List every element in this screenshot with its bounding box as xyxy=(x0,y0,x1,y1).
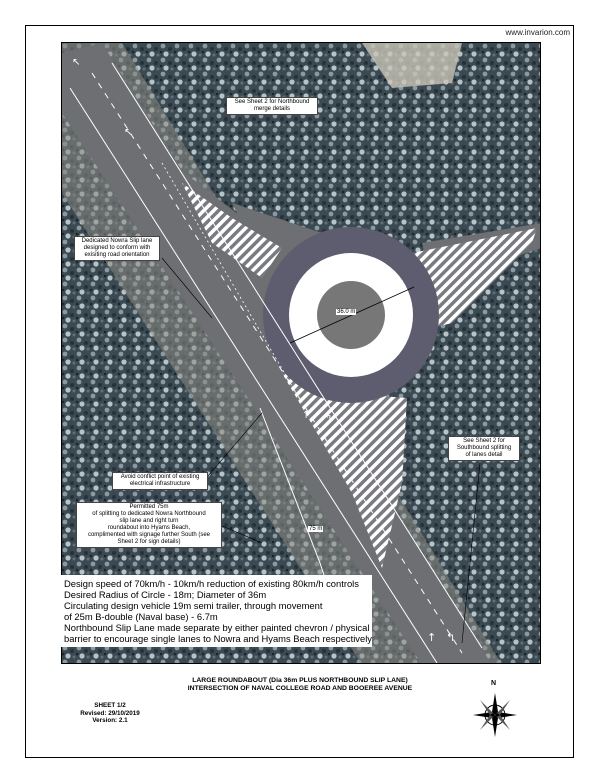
note-line: Southbound splitting xyxy=(456,445,512,451)
sheet-info xyxy=(80,702,140,725)
arrow-icon: ↰ xyxy=(324,413,333,424)
note-northbound-merge xyxy=(226,97,318,115)
aerial-map xyxy=(61,42,541,664)
revision-date: Revised: 29/10/2019 xyxy=(80,709,140,717)
drawing-title xyxy=(140,677,460,693)
diameter-label: 36.0 m xyxy=(337,309,356,315)
note-permitted xyxy=(76,502,222,548)
note-nowra-slip xyxy=(74,236,160,261)
website-url: www.invarion.com xyxy=(505,28,570,37)
north-label: N xyxy=(491,680,497,687)
note-line: designed to conform with xyxy=(83,245,151,251)
north-arrow-icon xyxy=(470,680,520,740)
note-line: slip lane and right turn xyxy=(119,518,179,524)
design-note-line: of 25m B-double (Naval base) - 6.7m xyxy=(64,611,218,622)
design-note-line: Design speed of 70km/h - 10km/h reduction of existing 80km/h controls xyxy=(64,578,359,589)
title-line: INTERSECTION OF NAVAL COLLEGE ROAD AND BOOEREE AVENUE xyxy=(187,685,413,692)
note-line: merge details xyxy=(253,106,291,112)
arrow-icon: ↖ xyxy=(124,127,133,138)
design-note-line: Circulating design vehicle 19m semi trailer, through movement xyxy=(64,600,323,611)
note-line: See Sheet 2 for xyxy=(463,438,505,444)
design-note-line: Desired Radius of Circle - 18m; Diameter of 36m xyxy=(64,589,267,600)
length-label: 75 m xyxy=(309,526,323,532)
note-line: of lanes detail xyxy=(465,452,503,458)
note-southbound-split xyxy=(448,436,520,461)
version-label: Version: 2.1 xyxy=(92,717,128,724)
note-line: Dedicated Nowra Slip lane xyxy=(81,238,153,244)
note-line: complimented with signage further South (see xyxy=(87,532,211,538)
note-line: Permitted 75m xyxy=(129,504,169,510)
note-line: of splitting to dedicated Nowra Northbound xyxy=(92,511,206,517)
note-line: electrical infrastructure xyxy=(129,481,191,487)
arrow-icon: ↖ xyxy=(72,57,81,68)
arrow-icon: ↑ xyxy=(302,410,311,421)
sheet-number: SHEET 1/2 xyxy=(94,702,126,709)
design-note-line: barrier to encourage single lanes to Nowra and Hyams Beach respectively xyxy=(64,633,372,644)
note-line: See Sheet 2 for Northbound xyxy=(234,99,310,105)
design-note-line: Northbound Slip Lane made separate by either painted chevron / physical xyxy=(64,622,370,633)
note-line: roundabout into Hyams Beach, xyxy=(107,525,191,531)
note-line: Sheet 2 for sign details) xyxy=(117,539,181,545)
note-line: Avoid conflict point of existing xyxy=(120,474,200,480)
title-line: LARGE ROUNDABOUT (Dia 36m PLUS NORTHBOUND SLIP LANE) xyxy=(192,677,408,684)
central-island xyxy=(317,281,385,349)
arrow-icon: ↑ xyxy=(427,631,437,644)
arrow-icon: ↰ xyxy=(446,631,456,644)
design-notes xyxy=(61,575,372,647)
note-line: exisiting road orientation xyxy=(84,252,150,258)
note-avoid-conflict xyxy=(112,472,208,490)
